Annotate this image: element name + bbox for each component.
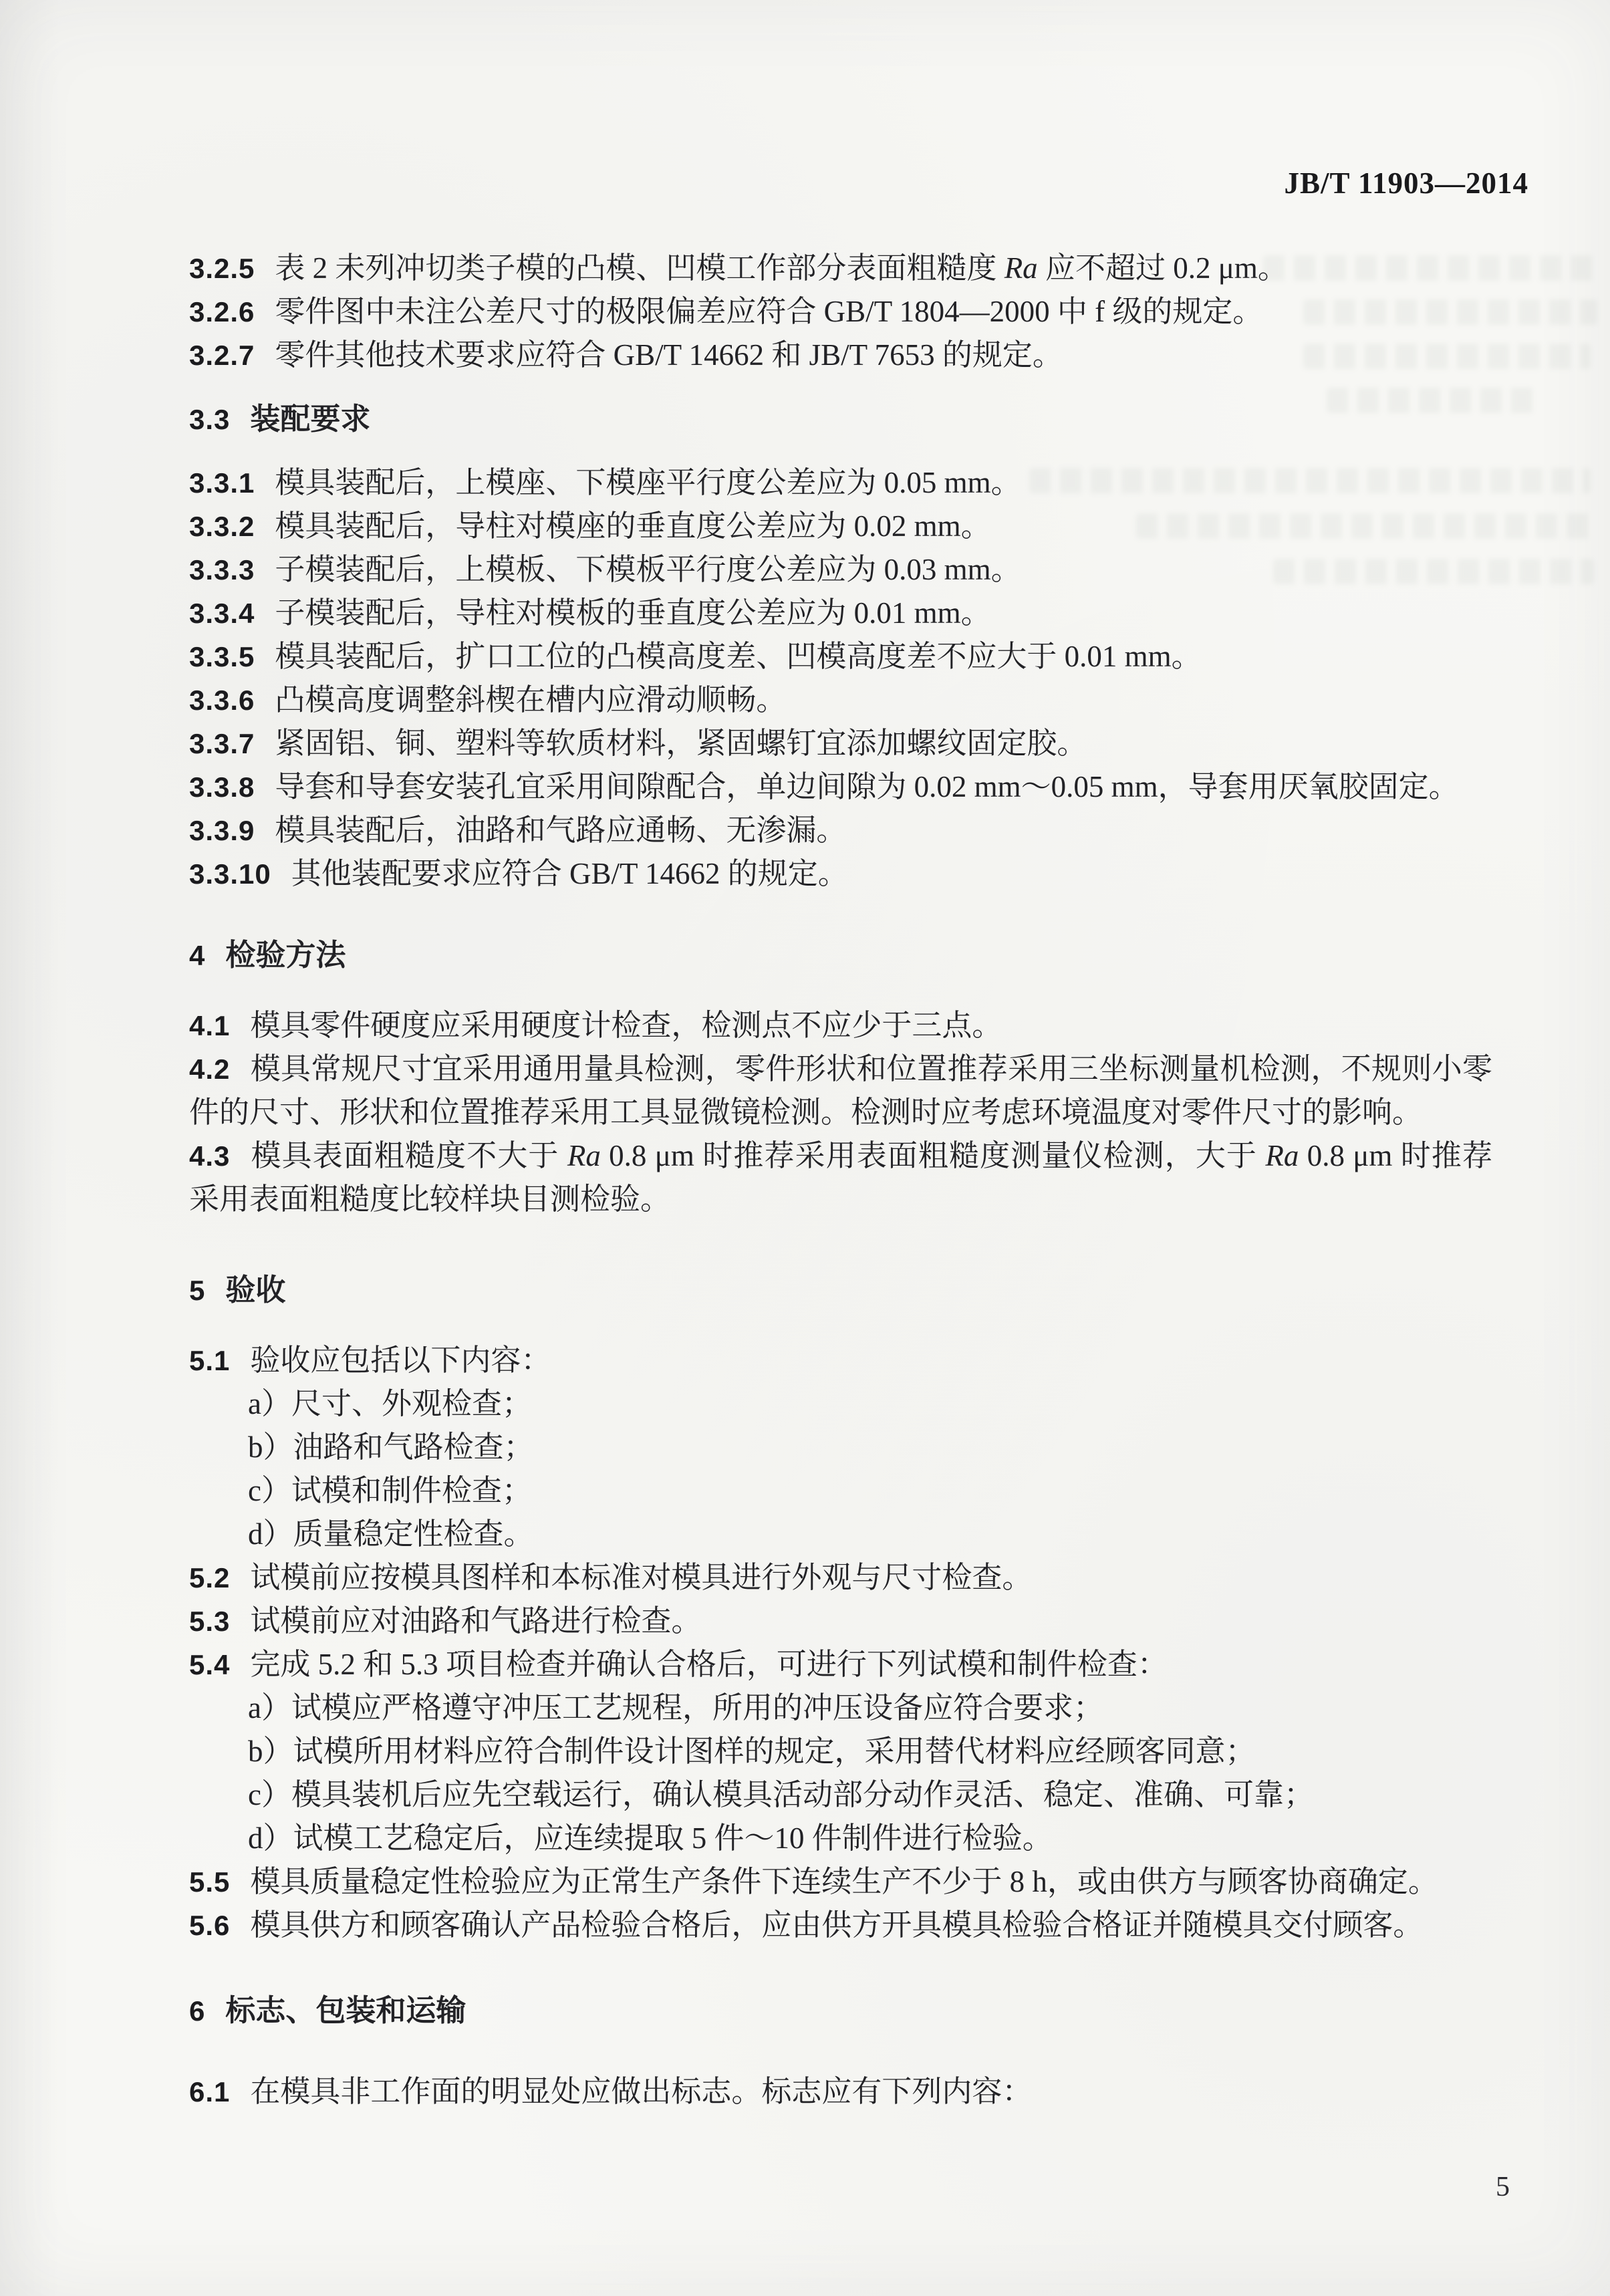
clause-number: 3.3.8 <box>189 771 255 803</box>
clause-number: 4.2 <box>189 1053 231 1085</box>
list-item-5-4-b <box>189 1730 1492 1773</box>
clause-number: 3.3.6 <box>189 684 255 716</box>
clause-3-3-10 <box>189 852 1492 896</box>
clause-text: 紧固铝、铜、塑料等软质材料，紧固螺钉宜添加螺纹固定胶。 <box>275 727 1087 760</box>
clause-4-3 <box>189 1134 1492 1221</box>
clause-number: 5.5 <box>189 1866 231 1898</box>
section-number: 5 <box>189 1275 206 1306</box>
list-item-text: d）质量稳定性检查。 <box>248 1517 534 1551</box>
clause-text: 模具供方和顾客确认产品检验合格后，应由供方开具模具检验合格证并随模具交付顾客。 <box>250 1908 1424 1942</box>
clause-text: 导套和导套安装孔宜采用间隙配合，单边间隙为 0.02 mm～0.05 mm，导套用厌氧胶固定。 <box>275 770 1459 803</box>
clause-text: 模具质量稳定性检验应为正常生产条件下连续生产不少于 8 h，或由供方与顾客协商确定。 <box>250 1865 1438 1898</box>
list-item-5-4-a <box>189 1686 1492 1730</box>
clause-number: 3.3.4 <box>189 598 255 629</box>
clause-5-4 <box>189 1643 1492 1686</box>
clause-5-2 <box>189 1556 1492 1600</box>
clause-text: 0.8 μm 时推荐采用表面粗糙度比较样块目测检验。 <box>189 1139 1492 1216</box>
clause-text: 模具常规尺寸宜采用通用量具检测，零件形状和位置推荐采用三坐标测量机检测，不规则小零件的尺寸、形状和位置推荐采用工具显微镜检测。检测时应考虑环境温度对零件尺寸的影响。 <box>189 1052 1492 1129</box>
list-item-text: c）模具装机后应先空载运行，确认模具活动部分动作灵活、稳定、准确、可靠； <box>248 1778 1314 1811</box>
clause-3-3-8 <box>189 765 1492 809</box>
list-item-5-1-c <box>189 1469 1492 1513</box>
clause-text: 试模前应对油路和气路进行检查。 <box>250 1604 702 1638</box>
clause-5-6 <box>189 1904 1492 1947</box>
clause-number: 3.2.6 <box>189 296 255 328</box>
clause-text: 验收应包括以下内容： <box>250 1344 551 1377</box>
clause-text: 在模具非工作面的明显处应做出标志。标志应有下列内容： <box>250 2075 1033 2108</box>
clause-number: 3.3.3 <box>189 554 255 586</box>
clause-number: 3.3.1 <box>189 467 255 499</box>
ra-symbol: Ra <box>1004 251 1038 285</box>
section-heading-5 <box>189 1268 1492 1312</box>
standard-code: JB/T 11903—2014 <box>1284 166 1528 200</box>
clause-number: 3.2.7 <box>189 340 255 371</box>
clause-number: 5.6 <box>189 1910 231 1941</box>
clause-5-5 <box>189 1860 1492 1904</box>
clause-text: 子模装配后，上模板、下模板平行度公差应为 0.03 mm。 <box>275 553 1021 586</box>
clause-6-1 <box>189 2070 1492 2114</box>
ra-symbol: Ra <box>567 1139 601 1172</box>
clause-number: 3.3.2 <box>189 511 255 542</box>
clause-number: 5.1 <box>189 1345 231 1376</box>
clause-3-3-6 <box>189 678 1492 722</box>
clause-4-1 <box>189 1004 1492 1047</box>
clause-3-3-9 <box>189 809 1492 852</box>
ra-symbol: Ra <box>1265 1139 1299 1172</box>
clause-number: 6.1 <box>189 2076 231 2108</box>
clause-text: 零件其他技术要求应符合 GB/T 14662 和 JB/T 7653 的规定。 <box>275 338 1063 372</box>
clause-text: 模具零件硬度应采用硬度计检查，检测点不应少于三点。 <box>250 1009 1002 1042</box>
list-item-5-4-d <box>189 1817 1492 1860</box>
clause-3-3-3 <box>189 548 1492 592</box>
clause-5-3 <box>189 1600 1492 1643</box>
clause-text: 模具装配后，上模座、下模座平行度公差应为 0.05 mm。 <box>275 466 1021 499</box>
list-item-text: c）试模和制件检查； <box>248 1474 532 1507</box>
list-item-text: a）尺寸、外观检查； <box>248 1387 532 1420</box>
list-item-text: b）油路和气路检查； <box>248 1430 534 1464</box>
clause-text: 完成 5.2 和 5.3 项目检查并确认合格后，可进行下列试模和制件检查： <box>250 1648 1168 1681</box>
clause-3-3-1 <box>189 461 1492 505</box>
section-title: 装配要求 <box>250 402 371 436</box>
list-item-5-1-b <box>189 1426 1492 1469</box>
section-number: 6 <box>189 1995 206 2027</box>
clause-number: 4.1 <box>189 1010 231 1041</box>
clause-4-2 <box>189 1047 1492 1134</box>
clause-text: 零件图中未注公差尺寸的极限偏差应符合 GB/T 1804—2000 中 f 级的规定。 <box>275 295 1263 328</box>
section-number: 4 <box>189 940 206 971</box>
clause-text: 应不超过 0.2 μm。 <box>1037 251 1288 285</box>
clause-text: 模具表面粗糙度不大于 <box>250 1139 567 1172</box>
section-heading-6 <box>189 1989 1492 2033</box>
clause-number: 3.3.5 <box>189 641 255 672</box>
document-body <box>189 247 1492 2114</box>
section-title: 检验方法 <box>225 938 346 972</box>
clause-text: 表 2 未列冲切类子模的凸模、凹模工作部分表面粗糙度 <box>275 251 1004 285</box>
clause-3-2-5 <box>189 247 1492 290</box>
clause-3-3-2 <box>189 505 1492 548</box>
clause-text: 其他装配要求应符合 GB/T 14662 的规定。 <box>291 857 848 890</box>
list-item-text: b）试模所用材料应符合制件设计图样的规定，采用替代材料应经顾客同意； <box>248 1735 1256 1768</box>
page-number: 5 <box>1496 2172 1510 2202</box>
clause-text: 模具装配后，油路和气路应通畅、无渗漏。 <box>275 813 847 847</box>
section-heading-4 <box>189 933 1492 977</box>
list-item-text: a）试模应严格遵守冲压工艺规程，所用的冲压设备应符合要求； <box>248 1691 1103 1725</box>
clause-3-3-4 <box>189 592 1492 635</box>
clause-number: 5.2 <box>189 1562 231 1593</box>
clause-5-1 <box>189 1339 1492 1382</box>
clause-text: 模具装配后，导柱对模座的垂直度公差应为 0.02 mm。 <box>275 509 991 543</box>
list-item-5-1-d <box>189 1513 1492 1556</box>
clause-number: 5.4 <box>189 1649 231 1680</box>
clause-number: 3.2.5 <box>189 253 255 284</box>
clause-3-3-5 <box>189 635 1492 678</box>
section-number: 3.3 <box>189 404 231 435</box>
clause-text: 0.8 μm 时推荐采用表面粗糙度测量仪检测，大于 <box>600 1139 1266 1172</box>
clause-number: 3.3.9 <box>189 815 255 846</box>
clause-3-2-7 <box>189 334 1492 377</box>
clause-number: 5.3 <box>189 1606 231 1637</box>
clause-text: 子模装配后，导柱对模板的垂直度公差应为 0.01 mm。 <box>275 596 991 630</box>
clause-number: 3.3.7 <box>189 728 255 759</box>
section-heading-3-3 <box>189 397 1492 441</box>
list-item-5-4-c <box>189 1773 1492 1817</box>
clause-text: 试模前应按模具图样和本标准对模具进行外观与尺寸检查。 <box>250 1561 1033 1594</box>
clause-text: 模具装配后，扩口工位的凸模高度差、凹模高度差不应大于 0.01 mm。 <box>275 640 1202 673</box>
clause-text: 凸模高度调整斜楔在槽内应滑动顺畅。 <box>275 683 787 717</box>
clause-3-3-7 <box>189 722 1492 765</box>
section-title: 验收 <box>225 1273 286 1307</box>
clause-number: 3.3.10 <box>189 858 271 890</box>
list-item-text: d）试模工艺稳定后，应连续提取 5 件～10 件制件进行检验。 <box>248 1821 1053 1855</box>
section-title: 标志、包装和运输 <box>225 1993 466 2027</box>
clause-3-2-6 <box>189 290 1492 334</box>
list-item-5-1-a <box>189 1382 1492 1426</box>
clause-number: 4.3 <box>189 1140 231 1172</box>
